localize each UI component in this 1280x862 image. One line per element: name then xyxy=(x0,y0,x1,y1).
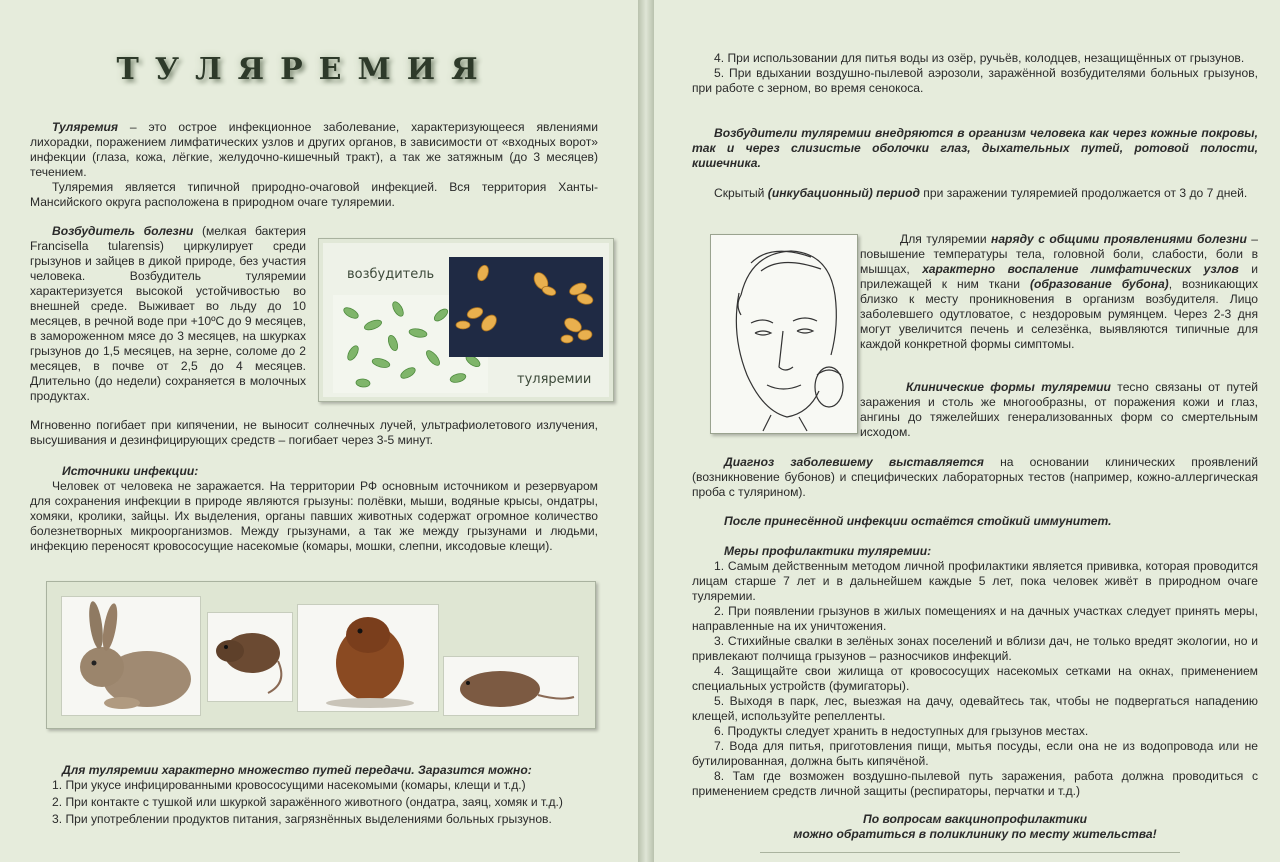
symptoms-p2: – повышение температуры тела, головной боли, слабости, боли в мышцах, xyxy=(860,232,1258,276)
bacteria-illustration xyxy=(323,243,609,397)
pathogen-heading: Возбудитель болезни xyxy=(52,224,194,238)
diagnosis-text: на основании клинических проявлений (возникновение бубонов) и специфических лабораторных тестов (например, кожно-аллергическая проба с тулярином). xyxy=(692,455,1258,499)
vole-icon xyxy=(444,657,579,716)
pathogen-tail: Мгновенно погибает при кипячении, не выносит солнечных лучей, ультрафиолетового излучения, высушивания и дезинфицирующих средств – погибает через 3-5 минут. xyxy=(30,418,598,447)
prevention-heading: Меры профилактики туляремии: xyxy=(724,544,932,558)
symptoms-b1: наряду с общими проявлениями болезни xyxy=(991,232,1247,246)
rabbit-icon xyxy=(62,597,201,716)
diagnosis-bold: Диагноз заболевшему выставляется xyxy=(724,455,984,469)
bacteria-image xyxy=(318,238,614,402)
transmission-continued xyxy=(692,51,1258,96)
prevention-item-4: 4. Защищайте свои жилища от кровососущих насекомых сетками на окнах, применением специальных устройств (фумигаторы). xyxy=(692,664,1258,693)
immunity-text: После принесённой инфекции остаётся стойкий иммунитет. xyxy=(724,514,1112,528)
entry-text: Возбудители туляремии внедряются в организм человека как через кожные покровы, так и через слизистые оболочки глаз, дыхательных путей, ротовой полости, кишечника. xyxy=(692,126,1258,170)
rat-photo xyxy=(207,612,293,702)
symptoms-block xyxy=(860,232,1258,352)
intro-text: – это острое инфекционное заболевание, характеризующееся явлениями лихорадки, поражением лимфатических узлов и других органов, в зависимости от «входных ворот» инфекции (глаза, кожа, лёгкие, желудочно-кишечный тракт), а так же затяжным (до 3 месяцев) течением. xyxy=(30,120,598,179)
face-drawing-icon xyxy=(711,235,857,433)
closing-block xyxy=(692,812,1258,842)
prevention-item-1: 1. Самым действенным методом личной профилактики является прививка, которая проводится лицам старше 7 лет и в дальнейшем каждые 5 лет, пока человек живёт в природном очаге туляремии. xyxy=(692,559,1258,603)
transmission-item-5: 5. При вдыхании воздушно-пылевой аэрозоли, заражённой возбудителями больных грызунов, при работе с зерном, во время сенокоса. xyxy=(692,66,1258,95)
prevention-item-2: 2. При появлении грызунов в жилых помещениях и на дачных участках следует принять меры, направленные на их уничтожения. xyxy=(692,604,1258,633)
clinical-text: тесно связаны от путей заражения и столь же многообразны, от поражения кожи и глаз, ангины до тяжелейших генерализованных форм со смертельным исходом. xyxy=(860,380,1258,439)
prevention-item-6: 6. Продукты следует хранить в недоступных для грызунов местах. xyxy=(714,724,1089,738)
rat-icon xyxy=(208,613,293,702)
transmission-heading: Для туляремии характерно множество путей передачи. Заразится можно: xyxy=(62,763,532,777)
footer-divider xyxy=(760,852,1180,858)
intro-term: Туляремия xyxy=(52,120,119,134)
closing-line-1: По вопросам вакцинопрофилактики xyxy=(863,812,1087,826)
incubation-post: при заражении туляремией продолжается от 3 до 7 дней. xyxy=(919,186,1248,200)
prevention-block xyxy=(692,544,1258,799)
symptoms-p1: Для туляремии xyxy=(900,232,992,246)
pathogen-block xyxy=(30,224,306,404)
natural-focus-text: Туляремия является типичной природно-очаговой инфекцией. Вся территория Ханты-Мансийского округа расположена в природном очаге туляремии. xyxy=(30,180,598,209)
incubation-bold: (инкубационный) период xyxy=(767,186,920,200)
incubation-pre: Скрытый xyxy=(714,186,768,200)
incubation-block xyxy=(692,186,1258,201)
rodents-image xyxy=(46,581,596,729)
caption-bottom: туляремии xyxy=(517,372,592,387)
symptoms-b2: характерно воспаление лимфатических узлов xyxy=(922,262,1239,276)
prevention-item-5: 5. Выходя в парк, лес, выезжая на дачу, одевайтесь так, чтобы не подвергаться нападению клещей, используйте репелленты. xyxy=(692,694,1258,723)
diagnosis-block xyxy=(692,455,1258,500)
right-page xyxy=(654,0,1280,862)
patient-face-image xyxy=(710,234,858,434)
entry-block xyxy=(692,126,1258,171)
symptoms-p3: и прилежащей к ним ткани xyxy=(860,262,1258,291)
vole-photo xyxy=(443,656,579,716)
page-gutter xyxy=(638,0,654,862)
transmission-item-1: 1. При укусе инфицированными кровососущими насекомыми (комары, клещи и т.д.) xyxy=(52,778,526,792)
sources-block xyxy=(30,464,598,554)
transmission-item-2: 2. При контакте с тушкой или шкуркой заражённого животного (ондатра, заяц, хомяк и т.д.) xyxy=(52,795,563,809)
muskrat-photo xyxy=(297,604,439,712)
prevention-item-7: 7. Вода для питья, приготовления пищи, мытья посуды, если она не из водопровода или не бутилированная, должна быть кипячёной. xyxy=(692,739,1258,768)
muskrat-icon xyxy=(298,605,439,712)
prevention-item-3: 3. Стихийные свалки в зелёных зонах поселений и вблизи дач, не только вредят экологии, но и привлекают полчища грызунов – разносчиков инфекций. xyxy=(692,634,1258,663)
immunity-block xyxy=(692,514,1258,529)
pathogen-tail-block xyxy=(30,418,598,448)
symptoms-b3: (образование бубона) xyxy=(1030,277,1169,291)
rabbit-photo xyxy=(61,596,201,716)
caption-top: возбудитель xyxy=(347,267,435,282)
transmission-item-3: 3. При употреблении продуктов питания, загрязнённых выделениями больных грызунов. xyxy=(52,812,552,826)
page-title: ТУЛЯРЕМИЯ xyxy=(116,52,494,87)
left-page xyxy=(0,0,638,862)
transmission-item-4: 4. При использовании для питья воды из озёр, ручьёв, колодцев, незащищённых от грызунов. xyxy=(714,51,1245,65)
sources-heading: Источники инфекции: xyxy=(62,464,199,478)
intro-block xyxy=(30,120,598,210)
closing-line-2: можно обратиться в поликлинику по месту жительства! xyxy=(793,827,1157,841)
prevention-item-8: 8. Там где возможен воздушно-пылевой путь заражения, работа должна проводиться с применением средств личной защиты (респираторы, перчатки и т.д.) xyxy=(692,769,1258,798)
symptoms-p4: , возникающих близко к месту проникновения в организм возбудителя. Лицо заболевшего одутловатое, с нездоровым румянцем. Через 2-3 дня могут увеличится печень и селезёнка, выявляются типичные для каждой конкретной формы симптомы. xyxy=(860,277,1259,351)
clinical-bold: Клинические формы туляремии xyxy=(906,380,1111,394)
sources-text: Человек от человека не заражается. На территории РФ основным источником и резервуаром для сохранения инфекции в природе являются грызуны: полёвки, мыши, водяные крысы, ондатры, хомяки, кролики, зайцы. Их выделения, органы павших животных содержат огромное количество болезнетворных микроорганизмов. Между грызунами, а так же между грызунами и людьми, инфекцию переносят кровососущие насекомые (комары, мошки, слепни, иксодовые клещи). xyxy=(30,479,598,553)
pathogen-text: (мелкая бактерия Francisella tularensis) циркулирует среди грызунов и зайцев в дикой природе, без участия человека. Возбудитель туляремии характеризуется высокой устойчивостью во внешней среде. Выживает во льду до 10 месяцев, в речной воде при +10ºС до 9 месяцев, в замороженном мясе до 3 месяцев, на шкурках грызунов до 1,5 месяцев, на зерне, соломе до 2 месяцев, в почве от 2,5 до 4 месяцев. Длительно (до недели) сохраняется в молочных продуктах. xyxy=(30,224,306,403)
clinical-block xyxy=(860,380,1258,440)
transmission-block xyxy=(30,763,598,827)
